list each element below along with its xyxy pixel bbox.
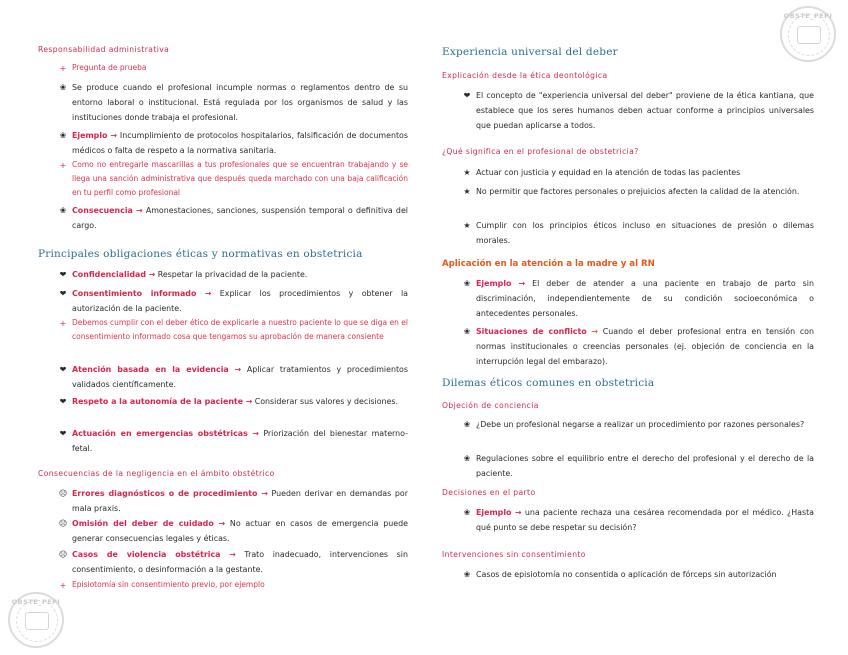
heart-icon: ❤ [59,270,67,279]
section-title-responsabilidad: Responsabilidad administrativa [38,45,170,54]
list-item: ❤ Confidencialidad → Respetar la privacidad de la paciente. [38,267,408,282]
list-item: ★ Actuar con justicia y equidad en la atención de todas las pacientes [442,165,814,180]
subsection-title-significado: ¿Qué significa en el profesional de obstetricia? [442,147,639,156]
section-title-obligaciones: Principales obligaciones éticas y normativas en obstetricia [38,248,363,260]
subsection-title-intervenciones: Intervenciones sin consentimiento [442,550,586,559]
list-item: ❀ Regulaciones sobre el equilibrio entre el derecho del profesional y el derecho de la paciente. [442,451,814,481]
list-item: + Como no entregarle mascarillas a tus profesionales que se encuentran trabajando y se llega una sanción administrativa que después queda marchado con una baja calificación en tu perfil como profesional [38,158,408,200]
list-item: ★ Cumplir con los principios éticos incluso en situaciones de presión o dilemas morales. [442,218,814,248]
heart-icon: ❤ [59,429,67,438]
flower-icon: ❀ [463,570,471,579]
list-item: + Episiotomía sin consentimiento previo, por ejemplo [38,578,408,592]
list-item: ❤ El concepto de "experiencia universal del deber" proviene de la ética kantiana, que establece que los seres humanos deben actuar conforme a principios universales que puedan aplicarse a todos. [442,88,814,133]
section-title-experiencia: Experiencia universal del deber [442,46,618,58]
list-item: ★ No permitir que factores personales o prejuicios afecten la calidad de la atención. [442,184,814,199]
subsection-title-explicacion: Explicación desde la ética deontológica [442,71,608,80]
heart-icon: ❤ [59,397,67,406]
flower-icon: ❀ [463,508,471,517]
subsection-title-objecion: Objeción de conciencia [442,401,539,410]
list-item: ❀ Casos de episiotomía no consentida o aplicación de fórceps sin autorización [442,567,814,582]
sad-face-icon: ☹ [58,519,68,528]
plus-icon: + [59,161,67,170]
list-item: ❤ Actuación en emergencias obstétricas → Priorización del bienestar materno-fetal. [38,426,408,456]
list-item: + Debemos cumplir con el deber ético de explicarle a nuestro paciente lo que se diga en el consentimiento informado cosa que tengamos su aprobación de manera consiente [38,316,408,344]
plus-icon: + [59,581,67,590]
sad-face-icon: ☹ [58,489,68,498]
section-title-negligencia: Consecuencias de la negligencia en el ámbito obstétrico [38,469,275,478]
star-icon: ★ [463,168,471,177]
list-item: ☹ Omisión del deber de cuidado → No actuar en casos de emergencia puede generar consecuencias legales y éticas. [38,516,408,546]
list-item: ❤ Consentimiento informado → Explicar los procedimientos y obtener la autorización de la paciente. [38,286,408,316]
flower-icon: ❀ [59,206,67,215]
list-item: ❀ Ejemplo → El deber de atender a una paciente en trabajo de parto sin discriminación, independientemente de su condición socioeconómica o antecedentes personales. [442,276,814,321]
flower-icon: ❀ [463,454,471,463]
flower-icon: ❀ [59,131,67,140]
list-item: ❀ Situaciones de conflicto → Cuando el deber profesional entra en tensión con normas institucionales o creencias personales (ej. objeción de conciencia en la interrupción legal del embarazo). [442,324,814,369]
plus-icon: + [59,319,67,328]
flower-icon: ❀ [463,420,471,429]
flower-icon: ❀ [463,327,471,336]
list-item: ❤ Atención basada en la evidencia → Aplicar tratamientos y procedimientos validados científicamente. [38,362,408,392]
star-icon: ★ [463,187,471,196]
watermark-seal-top: OBSTE_PEPI [780,6,836,62]
subsection-title-decisiones: Decisiones en el parto [442,488,536,497]
heart-icon: ❤ [59,365,67,374]
list-item: ❀ Ejemplo → Incumplimiento de protocolos hospitalarios, falsificación de documentos médicos o falta de respeto a la normativa sanitaria. [38,128,408,158]
section-title-aplicacion: Aplicación en la atención a la madre y al RN [442,259,655,269]
plus-icon: + [59,64,67,73]
list-item: ☹ Casos de violencia obstétrica → Trato inadecuado, intervenciones sin consentimiento, o desinformación a la gestante. [38,547,408,577]
watermark-seal-bottom: OBSTE_PEPI [8,592,64,648]
list-item: ❤ Respeto a la autonomía de la paciente → Considerar sus valores y decisiones. [38,394,408,409]
list-item: ❀ ¿Debe un profesional negarse a realizar un procedimiento por razones personales? [442,417,814,432]
list-item: ☹ Errores diagnósticos o de procedimiento → Pueden derivar en demandas por mala praxis. [38,486,408,516]
list-item: ❀ Consecuencia → Amonestaciones, sanciones, suspensión temporal o definitiva del cargo. [38,203,408,233]
heart-icon: ❤ [463,91,471,100]
star-icon: ★ [463,221,471,230]
list-item: ❀ Se produce cuando el profesional incumple normas o reglamentos dentro de su entorno laboral o institucional. Está regulada por los organismos de salud y las instituciones donde trabaja el profesional. [38,80,408,125]
section-title-dilemas: Dilemas éticos comunes en obstetricia [442,377,655,389]
heart-icon: ❤ [59,289,67,298]
list-item: + Pregunta de prueba [38,61,408,75]
sad-face-icon: ☹ [58,550,68,559]
flower-icon: ❀ [59,83,67,92]
flower-icon: ❀ [463,279,471,288]
list-item: ❀ Ejemplo → una paciente rechaza una cesárea recomendada por el médico. ¿Hasta qué punto se debe respetar su decisión? [442,505,814,535]
